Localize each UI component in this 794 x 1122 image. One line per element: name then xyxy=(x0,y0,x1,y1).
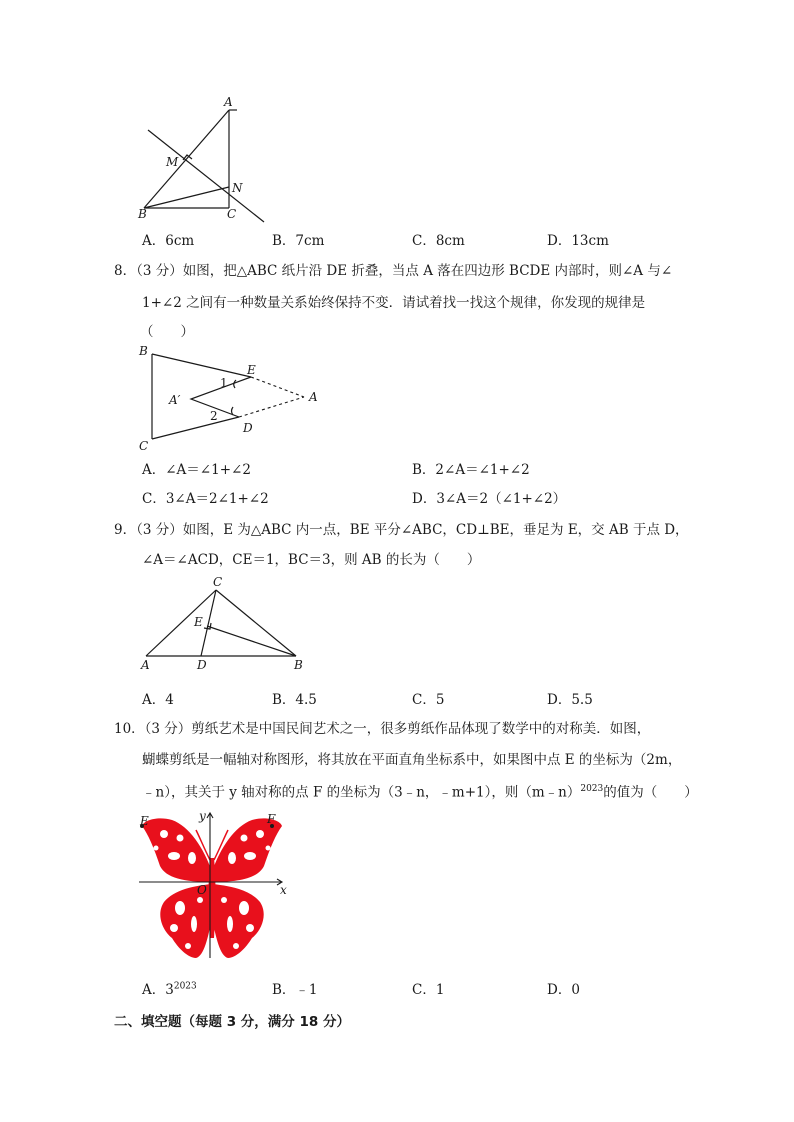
fig10-label-f: F xyxy=(267,812,276,826)
fig9-label-e: E xyxy=(194,615,203,629)
fig7-label-c: C xyxy=(227,207,237,221)
q8-line-2: 1+∠2 之间有一种数量关系始终保持不变．请试着找一找这个规律，你发现的规律是 xyxy=(142,295,646,311)
fig8-label-d: D xyxy=(243,421,253,435)
q9-line-1: 9．（3 分）如图，E 为△ABC 内一点，BE 平分∠ABC，CD⊥BE，垂足为 E，交 AB 于点 D， xyxy=(114,522,689,538)
q9-option-a: A．4 xyxy=(142,692,174,708)
q9-option-c: C．5 xyxy=(412,692,445,708)
fig7-label-n: N xyxy=(232,181,243,195)
fig10-label-o: O xyxy=(197,883,207,897)
q10-option-a-exponent: 2023 xyxy=(173,981,197,992)
fig9-label-d: D xyxy=(197,658,207,672)
q8-option-c: C．3∠A＝2∠1+∠2 xyxy=(142,491,269,507)
fig7-label-m: M xyxy=(166,155,179,169)
q7-option-b: B．7cm xyxy=(272,233,325,249)
figure-q10-butterfly xyxy=(134,808,294,968)
fig7-label-a: A xyxy=(224,95,233,109)
q7-option-c: C．8cm xyxy=(412,233,465,249)
fig9-label-c: C xyxy=(213,575,223,589)
q9-option-b: B．4.5 xyxy=(272,692,317,708)
q8-option-b: B．2∠A＝∠1+∠2 xyxy=(412,462,530,478)
q8-line-3: （ ） xyxy=(140,324,194,340)
q9-option-d: D．5.5 xyxy=(547,692,593,708)
q10-exponent: 2023 xyxy=(580,784,604,794)
figure-q7 xyxy=(130,92,280,222)
fig9-label-b: B xyxy=(294,658,303,672)
fig8-label-c: C xyxy=(139,439,149,453)
q10-line-1: 10．（3 分）剪纸艺术是中国民间艺术之一，很多剪纸作品体现了数学中的对称美．如图， xyxy=(114,721,651,737)
fig8-label-1: 1 xyxy=(220,376,228,390)
fig9-label-a: A xyxy=(141,658,150,672)
q10-option-b: B．﹣1 xyxy=(272,982,318,998)
section-2-title: 二、填空题（每题 3 分，满分 18 分） xyxy=(114,1014,350,1030)
figure-q8 xyxy=(136,344,326,454)
q9-line-2: ∠A＝∠ACD，CE＝1，BC＝3，则 AB 的长为（ ） xyxy=(142,552,481,568)
q10-option-c: C．1 xyxy=(412,982,445,998)
q8-line-1: 8．（3 分）如图，把△ABC 纸片沿 DE 折叠，当点 A 落在四边形 BCDE 内部时，则∠A 与∠ xyxy=(114,263,673,279)
fig8-label-a: A xyxy=(309,390,318,404)
q8-option-a: A．∠A＝∠1+∠2 xyxy=(142,462,251,478)
fig10-label-x: x xyxy=(280,883,287,897)
q10-line-2: 蝴蝶剪纸是一幅轴对称图形，将其放在平面直角坐标系中，如果图中点 E 的坐标为（2m， xyxy=(142,752,682,768)
q10-option-a-text: A．3 xyxy=(142,982,174,998)
fig8-label-e: E xyxy=(247,363,256,377)
fig7-label-b: B xyxy=(138,207,147,221)
q8-option-d: D．3∠A＝2（∠1+∠2） xyxy=(412,491,567,507)
q10-line-3-text-b: 的值为（ ） xyxy=(603,784,698,801)
q10-option-a xyxy=(142,978,197,998)
fig10-label-e: E xyxy=(140,814,149,828)
fig10-label-y: y xyxy=(199,809,206,823)
fig8-label-2: 2 xyxy=(210,409,218,423)
q10-line-3-text-a: ﹣n），其关于 y 轴对称的点 F 的坐标为（3﹣n，﹣m+1），则（m﹣n） xyxy=(142,784,581,801)
q10-line-3 xyxy=(142,779,698,803)
q7-option-a: A．6cm xyxy=(142,233,195,249)
q10-option-d: D．0 xyxy=(547,982,580,998)
fig8-label-a-prime: A′ xyxy=(169,393,181,407)
q7-option-d: D．13cm xyxy=(547,233,609,249)
fig8-label-b: B xyxy=(139,344,148,358)
figure-q9 xyxy=(136,575,316,673)
